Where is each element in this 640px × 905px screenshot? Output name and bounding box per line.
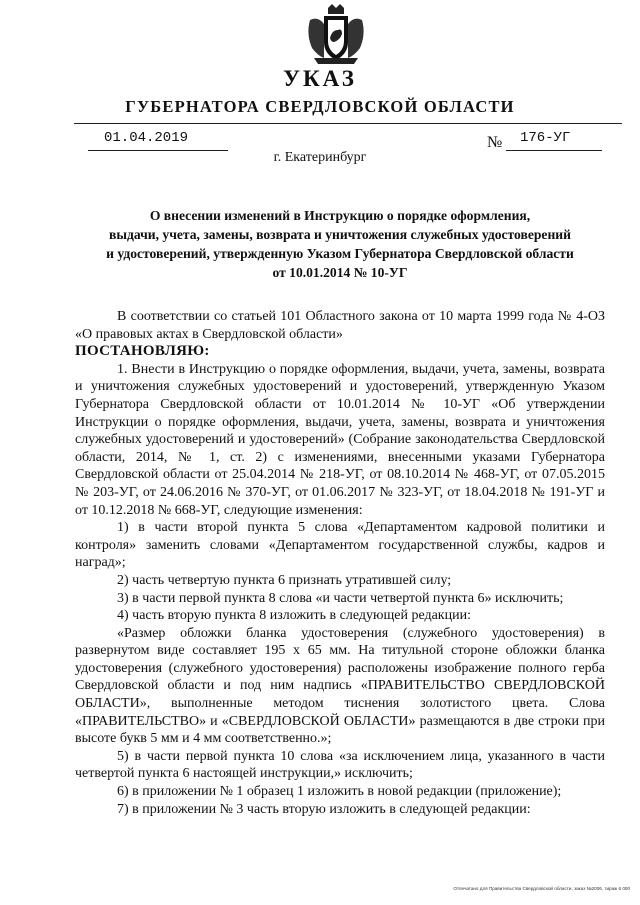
issuer-title: ГУБЕРНАТОРА СВЕРДЛОВСКОЙ ОБЛАСТИ [125,97,515,116]
document-title: УКАЗ [283,66,357,91]
quoted-paragraph: «Размер обложки бланка удостоверения (служебного удостоверения) в развернутом виде составляет 195 х 65 мм. На титульной стороне обложки бланка удостоверения (служебного удостоверения) расположены изображение полного герба Свердловской области и под ним надпись «ПРАВИТЕЛЬСТВО СВЕРДЛОВСКОЙ ОБЛАСТИ», выполненные методом тиснения золотистого цвета. Слова «ПРАВИТЕЛЬСТВО» и «СВЕРДЛОВСКОЙ ОБЛАСТИ» размещаются в две строки при высоте букв 5 мм и 4 мм соответственно.»; [75,625,605,747]
decree-date: 01.04.2019 [104,130,189,146]
decree-number: 176-УГ [520,130,571,146]
print-note: Отпечатано для Правительства Свердловской области, заказ №2006, тираж 6 000 [453,886,630,891]
heading-line: выдачи, учета, замены, возврата и уничтожения служебных удостоверений [109,227,571,242]
coat-of-arms-icon [304,4,368,66]
header-rule [74,123,622,124]
item-1: 1) в части второй пункта 5 слова «Департаментом кадровой политики и контроля» заменить словами «Департаментом государственной службы, кадров и наград»; [75,520,605,571]
item-6: 6) в приложении № 1 образец 1 изложить в новой редакции (приложение); [117,784,562,800]
item-2: 2) часть четвертую пункта 6 признать утратившей силу; [117,572,452,588]
decree-heading [70,206,610,282]
heading-line: от 10.01.2014 № 10-УГ [272,265,408,280]
heading-line: и удостоверений, утвержденную Указом Губернатора Свердловской области [106,246,574,261]
paragraph-1: 1. Внести в Инструкцию о порядке оформления, выдачи, учета, замены, возврата и уничтожения служебных удостоверений и удостоверений, утвержденную Указом Губернатора Свердловской области от 10.01.2014 № 10-УГ «Об утверждении Инструкции о порядке оформления, выдачи, учета, замены, возврата и уничтожения служебных удостоверений и удостоверений» (Собрание законодательства Свердловской области, 2014, № 1, ст. 2) с изменениями, внесенными указами Губернатора Свердловской области от 25.04.2014 № 218-УГ, от 08.10.2014 № 468-УГ, от 07.05.2015 № 203-УГ, от 24.06.2016 № 370-УГ, от 01.06.2017 № 323-УГ, от 18.04.2018 № 191-УГ и от 10.12.2018 № 668-УГ, следующие изменения: [75,361,605,518]
decree-word: ПОСТАНОВЛЯЮ: [75,343,210,360]
item-7: 7) в приложении № 3 часть вторую изложить в следующей редакции: [117,801,531,817]
number-sign: № [487,134,503,151]
heading-line: О внесении изменений в Инструкцию о порядке оформления, [149,208,531,223]
item-5: 5) в части первой пункта 10 слова «за исключением лица, указанного в части четвертой пункта 6 настоящей инструкции,» исключить; [75,748,605,782]
intro-paragraph: В соответствии со статьей 101 Областного закона от 10 марта 1999 года № 4-ОЗ «О правовых актах в Свердловской области» [75,309,605,342]
item-3: 3) в части первой пункта 8 слова «и части четвертой пункта 6» исключить; [117,590,564,606]
decree-body [75,308,605,818]
city-name: г. Екатеринбург [273,150,367,165]
item-4: 4) часть вторую пункта 8 изложить в следующей редакции: [117,608,471,624]
